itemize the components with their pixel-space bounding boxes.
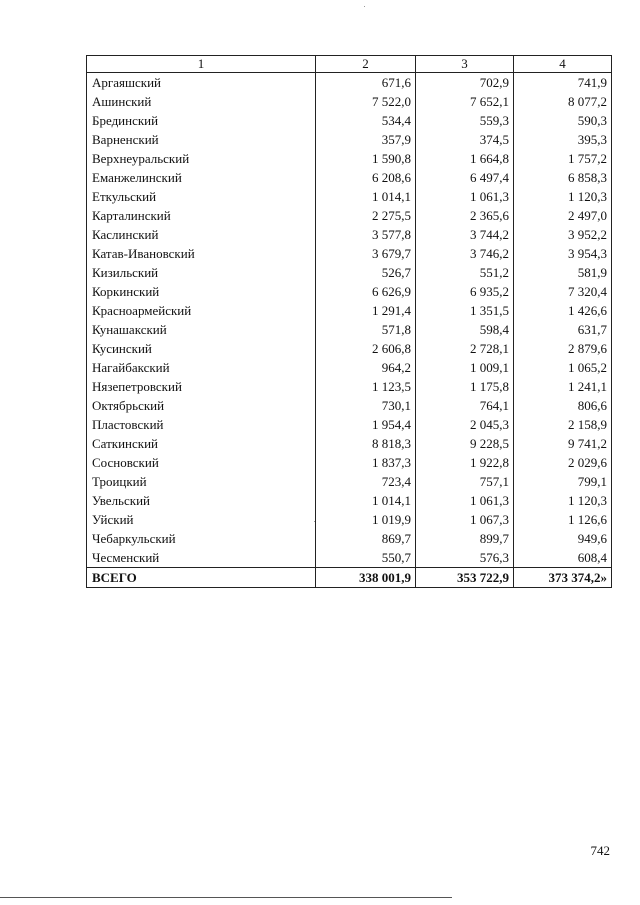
table-row (87, 92, 612, 111)
district-name-cell: Карталинский (87, 206, 316, 225)
value-cell-col2: 534,4 (316, 111, 416, 130)
district-name-cell: Коркинский (87, 282, 316, 301)
value-cell-col4: 1 126,6 (514, 510, 612, 529)
value-cell-col3: 551,2 (416, 263, 514, 282)
district-name-cell: Варненский (87, 130, 316, 149)
value-cell-col2: 2 606,8 (316, 339, 416, 358)
value-cell-col3: 764,1 (416, 396, 514, 415)
value-cell-col2: 526,7 (316, 263, 416, 282)
value-cell-col3: 7 652,1 (416, 92, 514, 111)
column-header-3: 3 (416, 56, 514, 73)
value-cell-col3: 899,7 (416, 529, 514, 548)
district-name-cell: Нагайбакский (87, 358, 316, 377)
value-cell-col3: 1 067,3 (416, 510, 514, 529)
value-cell-col3: 1 351,5 (416, 301, 514, 320)
table-row (87, 358, 612, 377)
value-cell-col2: 1 123,5 (316, 377, 416, 396)
value-cell-col3: 3 746,2 (416, 244, 514, 263)
value-cell-col4: 395,3 (514, 130, 612, 149)
value-cell-col4: 1 426,6 (514, 301, 612, 320)
value-cell-col2: 723,4 (316, 472, 416, 491)
value-cell-col2: 571,8 (316, 320, 416, 339)
value-cell-col4: 1 241,1 (514, 377, 612, 396)
value-cell-col2: 8 818,3 (316, 434, 416, 453)
value-cell-col2: 2 275,5 (316, 206, 416, 225)
value-cell-col4: 1 065,2 (514, 358, 612, 377)
total-value-cell-col3: 353 722,9 (416, 568, 514, 588)
value-cell-col4: 9 741,2 (514, 434, 612, 453)
value-cell-col4: 608,4 (514, 548, 612, 568)
value-cell-col4: 799,1 (514, 472, 612, 491)
value-cell-col3: 6 497,4 (416, 168, 514, 187)
value-cell-col2: 671,6 (316, 73, 416, 93)
value-cell-col2: 1 954,4 (316, 415, 416, 434)
scan-artifact (364, 6, 365, 7)
table-row (87, 548, 612, 568)
value-cell-col3: 9 228,5 (416, 434, 514, 453)
district-name-cell: Троицкий (87, 472, 316, 491)
column-header-4: 4 (514, 56, 612, 73)
value-cell-col4: 3 954,3 (514, 244, 612, 263)
value-cell-col3: 374,5 (416, 130, 514, 149)
value-cell-col3: 1 922,8 (416, 453, 514, 472)
table-row (87, 130, 612, 149)
value-cell-col2: 550,7 (316, 548, 416, 568)
table-row (87, 339, 612, 358)
value-cell-col4: 741,9 (514, 73, 612, 93)
value-cell-col4: 2 029,6 (514, 453, 612, 472)
district-name-cell: Ашинский (87, 92, 316, 111)
district-name-cell: Нязепетровский (87, 377, 316, 396)
value-cell-col4: 1 120,3 (514, 491, 612, 510)
value-cell-col4: 581,9 (514, 263, 612, 282)
table-row (87, 529, 612, 548)
table-row (87, 453, 612, 472)
value-cell-col2: 357,9 (316, 130, 416, 149)
total-row (87, 568, 612, 588)
table-row (87, 168, 612, 187)
value-cell-col3: 598,4 (416, 320, 514, 339)
value-cell-col3: 1 009,1 (416, 358, 514, 377)
value-cell-col2: 1 837,3 (316, 453, 416, 472)
district-name-cell: Кизильский (87, 263, 316, 282)
value-cell-col4: 1 120,3 (514, 187, 612, 206)
value-cell-col4: 2 497,0 (514, 206, 612, 225)
table-body (87, 73, 612, 588)
table-row (87, 472, 612, 491)
value-cell-col2: 730,1 (316, 396, 416, 415)
value-cell-col4: 949,6 (514, 529, 612, 548)
value-cell-col2: 7 522,0 (316, 92, 416, 111)
value-cell-col3: 1 061,3 (416, 491, 514, 510)
district-name-cell: Уйский (87, 510, 316, 529)
value-cell-col3: 559,3 (416, 111, 514, 130)
value-cell-col3: 6 935,2 (416, 282, 514, 301)
value-cell-col3: 2 728,1 (416, 339, 514, 358)
total-value-cell-col4: 373 374,2» (514, 568, 612, 588)
table-row (87, 225, 612, 244)
total-label-cell: ВСЕГО (87, 568, 316, 588)
value-cell-col4: 2 879,6 (514, 339, 612, 358)
table-row (87, 206, 612, 225)
value-cell-col4: 806,6 (514, 396, 612, 415)
table-row (87, 244, 612, 263)
value-cell-col3: 1 664,8 (416, 149, 514, 168)
table-row (87, 282, 612, 301)
table-row (87, 149, 612, 168)
value-cell-col2: 1 019,9 (316, 510, 416, 529)
value-cell-col4: 7 320,4 (514, 282, 612, 301)
value-cell-col4: 631,7 (514, 320, 612, 339)
value-cell-col4: 6 858,3 (514, 168, 612, 187)
district-name-cell: Верхнеуральский (87, 149, 316, 168)
value-cell-col2: 3 577,8 (316, 225, 416, 244)
total-value-cell-col2: 338 001,9 (316, 568, 416, 588)
value-cell-col4: 2 158,9 (514, 415, 612, 434)
district-name-cell: Пластовский (87, 415, 316, 434)
value-cell-col2: 1 014,1 (316, 491, 416, 510)
value-cell-col3: 3 744,2 (416, 225, 514, 244)
value-cell-col3: 2 365,6 (416, 206, 514, 225)
value-cell-col3: 702,9 (416, 73, 514, 93)
column-header-2: 2 (316, 56, 416, 73)
table-row (87, 434, 612, 453)
value-cell-col3: 576,3 (416, 548, 514, 568)
value-cell-col2: 1 014,1 (316, 187, 416, 206)
value-cell-col3: 1 061,3 (416, 187, 514, 206)
district-name-cell: Увельский (87, 491, 316, 510)
table-row (87, 377, 612, 396)
district-name-cell: Кунашакский (87, 320, 316, 339)
district-name-cell: Еманжелинский (87, 168, 316, 187)
table-row (87, 263, 612, 282)
table-row (87, 396, 612, 415)
header-row (87, 56, 612, 73)
table-row (87, 187, 612, 206)
table-row (87, 320, 612, 339)
footer-rule (0, 897, 452, 898)
table-row (87, 415, 612, 434)
district-name-cell: Брединский (87, 111, 316, 130)
value-cell-col2: 6 626,9 (316, 282, 416, 301)
district-name-cell: Кусинский (87, 339, 316, 358)
value-cell-col3: 1 175,8 (416, 377, 514, 396)
district-name-cell: Сосновский (87, 453, 316, 472)
district-name-cell: Чесменский (87, 548, 316, 568)
value-cell-col2: 1 590,8 (316, 149, 416, 168)
district-name-cell: Еткульский (87, 187, 316, 206)
district-name-cell: Красноармейский (87, 301, 316, 320)
district-name-cell: Аргаяшский (87, 73, 316, 93)
value-cell-col3: 2 045,3 (416, 415, 514, 434)
value-cell-col2: 3 679,7 (316, 244, 416, 263)
value-cell-col2: 964,2 (316, 358, 416, 377)
district-name-cell: Катав-Ивановский (87, 244, 316, 263)
column-header-1: 1 (87, 56, 316, 73)
data-table (86, 55, 612, 588)
table-row (87, 491, 612, 510)
table-row (87, 111, 612, 130)
scan-artifact (314, 521, 315, 522)
table-row (87, 73, 612, 93)
value-cell-col4: 1 757,2 (514, 149, 612, 168)
table-header (87, 56, 612, 73)
page-number: 742 (590, 843, 610, 858)
value-cell-col2: 869,7 (316, 529, 416, 548)
table-row (87, 301, 612, 320)
value-cell-col4: 3 952,2 (514, 225, 612, 244)
district-name-cell: Октябрьский (87, 396, 316, 415)
district-name-cell: Саткинский (87, 434, 316, 453)
value-cell-col2: 1 291,4 (316, 301, 416, 320)
value-cell-col4: 590,3 (514, 111, 612, 130)
value-cell-col3: 757,1 (416, 472, 514, 491)
district-name-cell: Каслинский (87, 225, 316, 244)
value-cell-col2: 6 208,6 (316, 168, 416, 187)
table-row (87, 510, 612, 529)
district-name-cell: Чебаркульский (87, 529, 316, 548)
value-cell-col4: 8 077,2 (514, 92, 612, 111)
